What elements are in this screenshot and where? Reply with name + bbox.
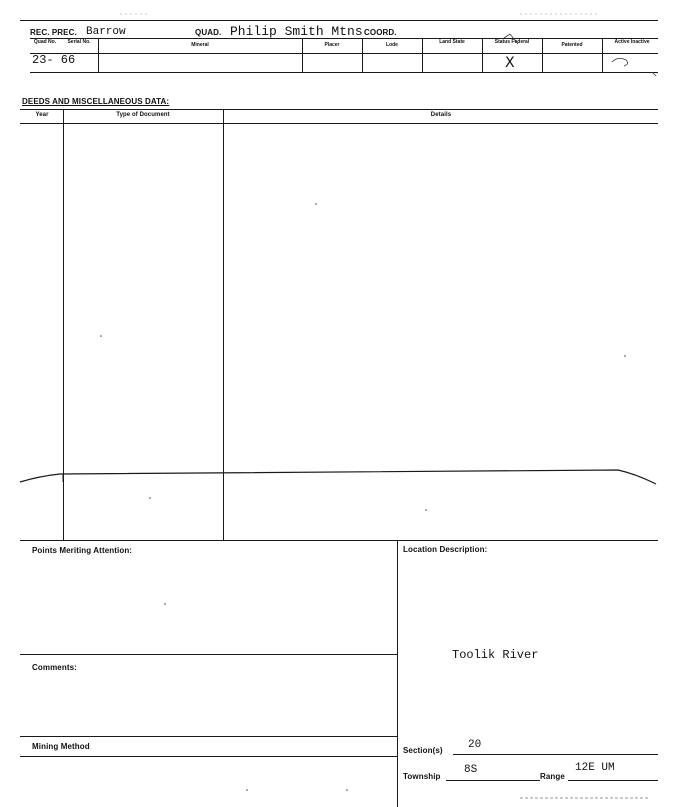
lode-header: Lode <box>386 42 398 48</box>
range-label: Range <box>540 772 565 781</box>
patented-header: Patented <box>561 42 583 48</box>
quad-value: Philip Smith Mtns <box>230 24 363 39</box>
quad-label: QUAD. <box>195 28 222 37</box>
coord-label: COORD. <box>364 28 397 37</box>
mining-method-label: Mining Method <box>32 742 90 751</box>
mineral-header: Mineral <box>191 42 209 48</box>
quad-no-header: Quad No. <box>33 39 57 45</box>
rec-prec-label: REC. PREC. <box>30 28 77 37</box>
type-of-document-header: Type of Document <box>116 112 170 118</box>
points-meriting-attention-label: Points Meriting Attention: <box>32 546 133 555</box>
comments-label: Comments: <box>32 663 77 672</box>
status-federal-mark: X <box>505 55 515 71</box>
township-label: Township <box>403 772 441 781</box>
land-state-header: Land State <box>439 39 465 45</box>
section-label: Section(s) <box>403 746 443 755</box>
placer-header: Placer <box>324 42 340 48</box>
year-header: Year <box>35 112 49 118</box>
active-inactive-header: Active Inactive <box>614 39 650 45</box>
quad-serial-value: 23- 66 <box>32 53 76 67</box>
details-header: Details <box>430 112 452 118</box>
location-description-label: Location Description: <box>403 545 488 554</box>
rec-prec-value: Barrow <box>86 26 126 38</box>
serial-no-header: Serial No. <box>67 39 91 45</box>
status-federal-header: Status Federal <box>494 39 530 45</box>
location-description-value: Toolik River <box>452 648 539 662</box>
deeds-section-title: DEEDS AND MISCELLANEOUS DATA: <box>22 97 170 106</box>
section-value: 20 <box>468 739 482 751</box>
range-value: 12E UM <box>575 762 615 774</box>
township-value: 8S <box>464 764 478 776</box>
